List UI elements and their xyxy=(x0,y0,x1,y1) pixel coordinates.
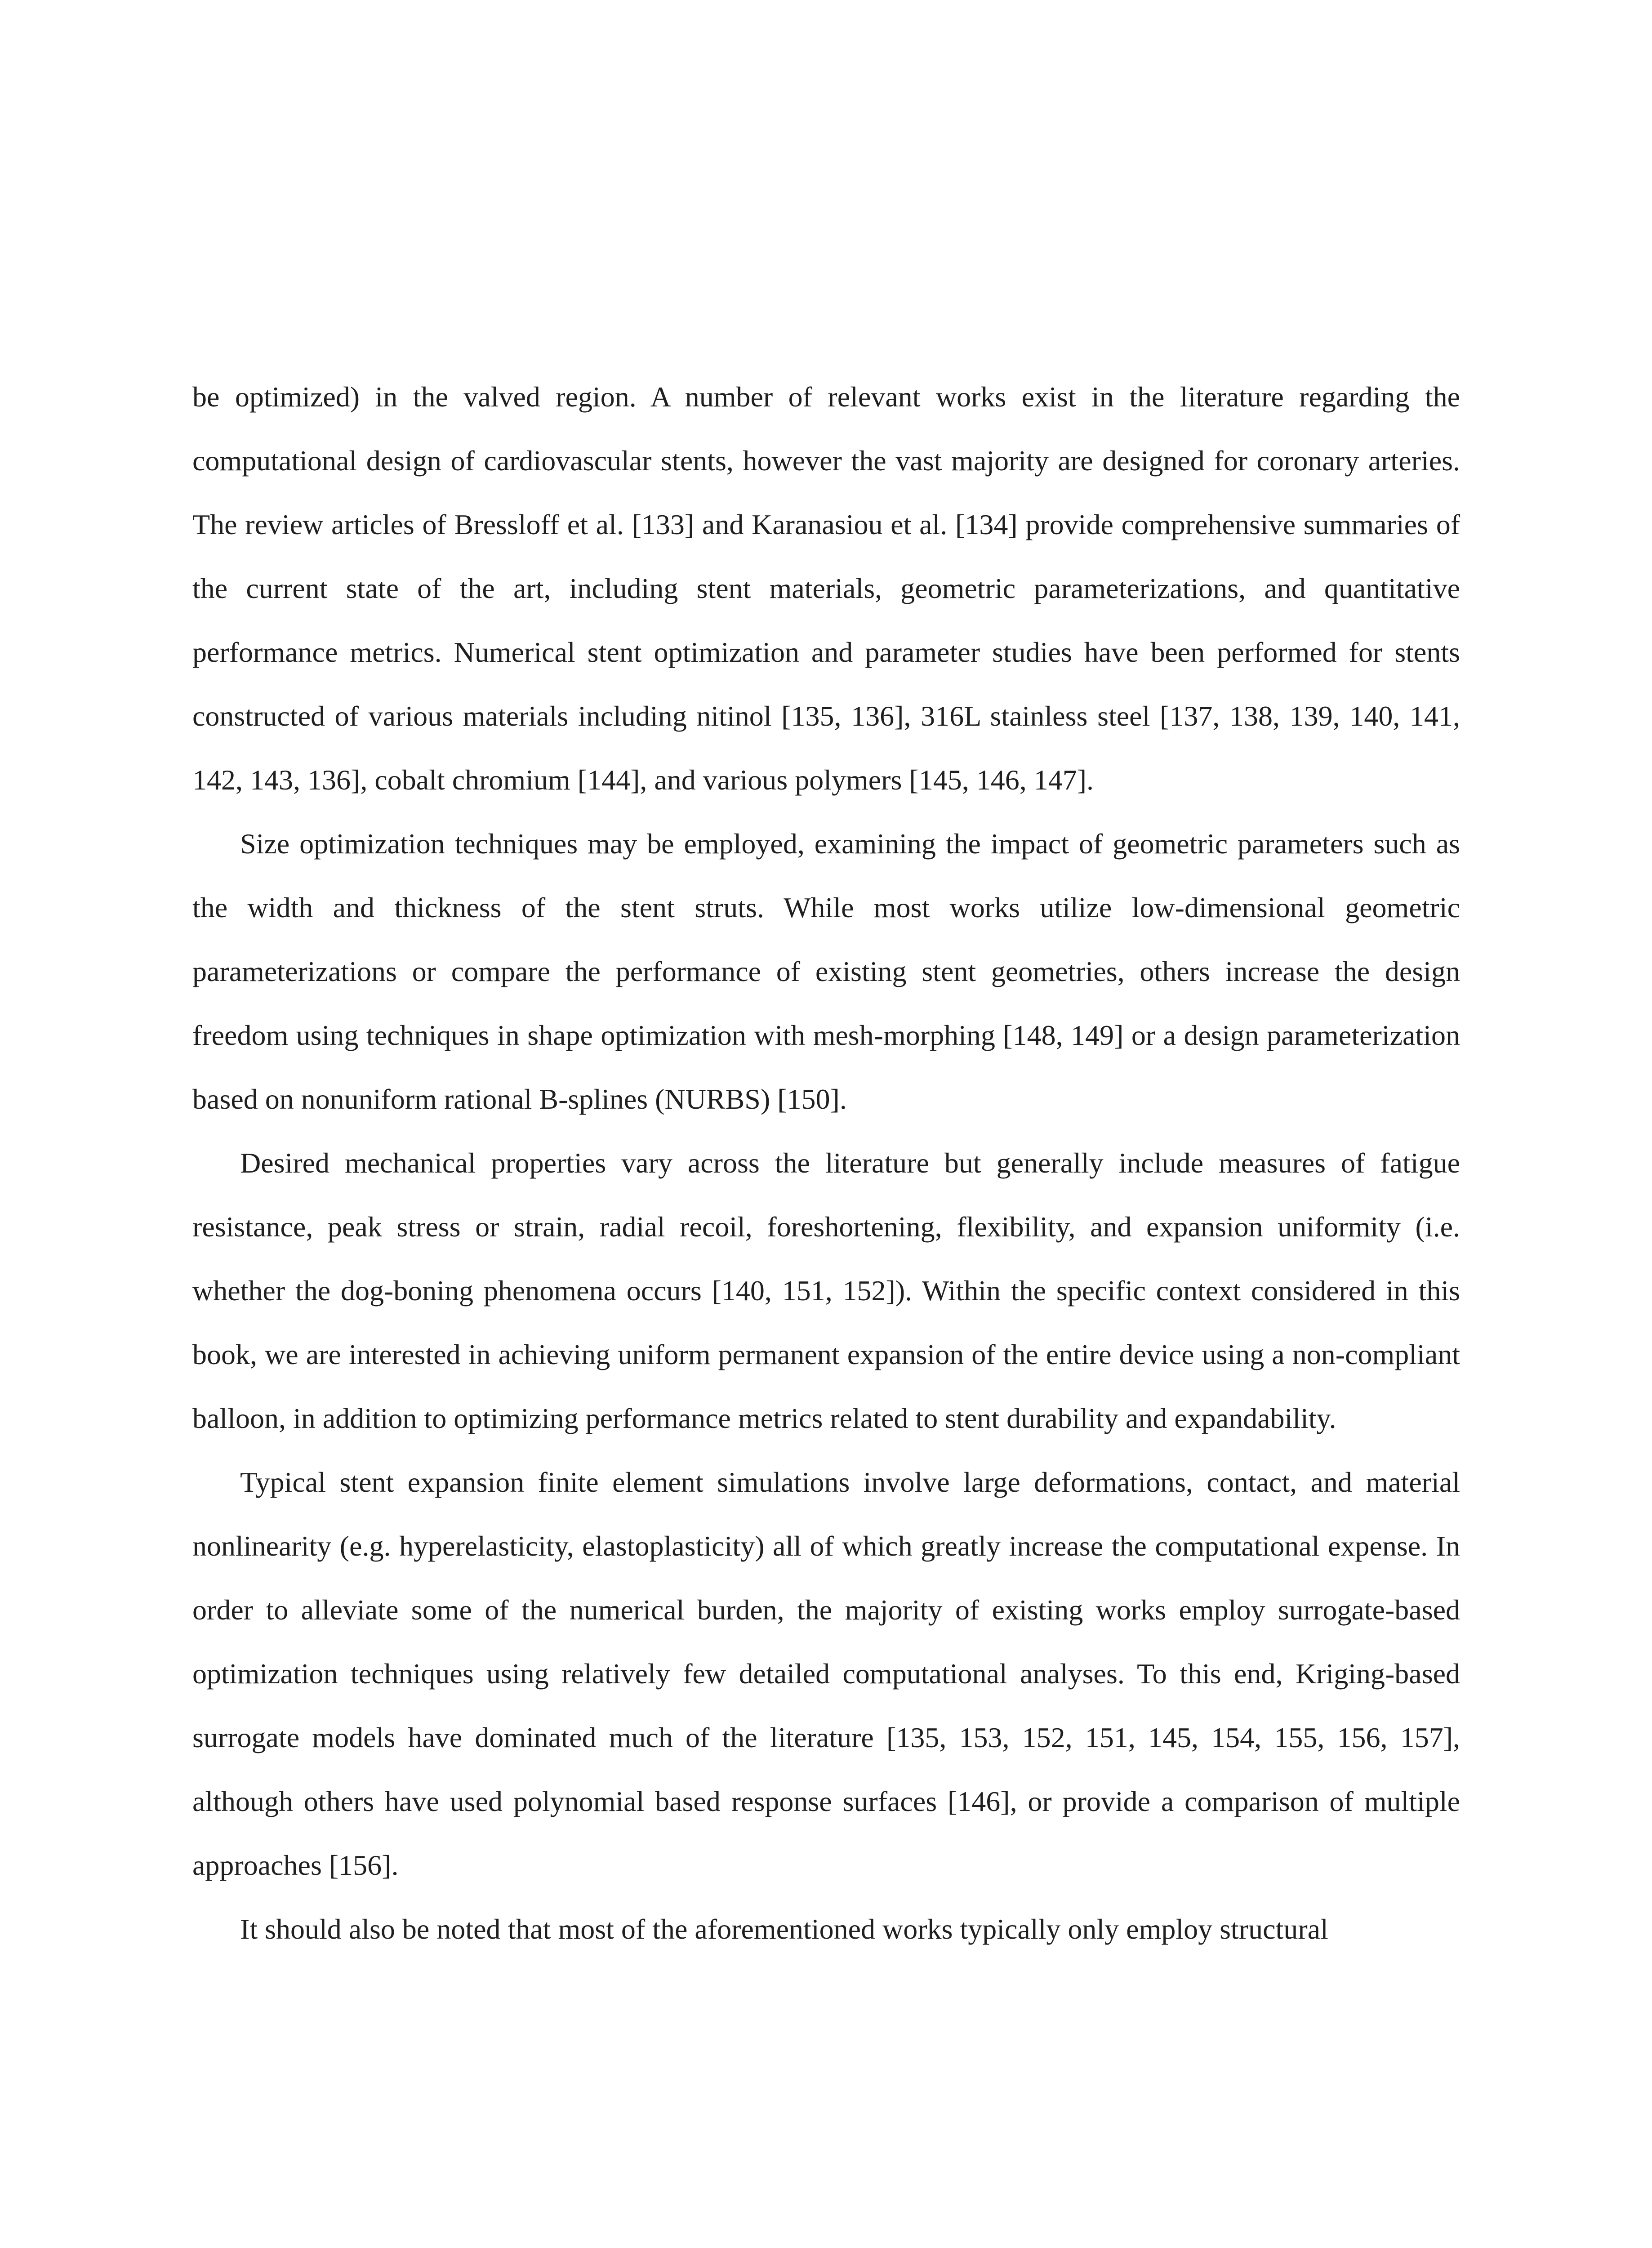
paragraph-mechanical-properties: Desired mechanical properties vary across the literature but generally include measures of fatigue resistance, peak stress or strain, radial recoil, foreshortening, flexibility, and expansion uniformity (i.e. whether the dog-boning phenomena occurs [140, 151, 152]). Within the specific context considered in this book, we are interested in achieving uniform permanent expansion of the entire device using a non-compliant balloon, in addition to optimizing performance metrics related to stent durability and expandability. xyxy=(192,1147,1460,1434)
paragraph-finite-element: Typical stent expansion finite element simulations involve large deformations, contact, and material nonlinearity (e.g. hyperelasticity, elastoplasticity) all of which greatly increase the computational expense. In order to alleviate some of the numerical burden, the majority of existing works employ surrogate-based optimization techniques using relatively few detailed computational analyses. To this end, Kriging-based surrogate models have dominated much of the literature [135, 153, 152, 151, 145, 154, 155, 156, 157], although others have used polynomial based response surfaces [146], or provide a comparison of multiple approaches [156]. xyxy=(192,1466,1460,1881)
paragraph-structural: It should also be noted that most of the aforementioned works typically only employ structural xyxy=(240,1913,1328,1945)
page-number xyxy=(0,2246,1652,2248)
paragraph-continued: be optimized) in the valved region. A number of relevant works exist in the literature regarding the computational design of cardiovascular stents, however the vast majority are designed for coronary arteries. The review articles of Bressloff et al. [133] and Karanasiou et al. [134] provide comprehensive summaries of the current state of the art, including stent materials, geometric parameterizations, and quantitative performance metrics. Numerical stent optimization and parameter studies have been performed for stents constructed of various materials including nitinol [135, 136], 316L stainless steel [137, 138, 139, 140, 141, 142, 143, 136], cobalt chromium [144], and various polymers [145, 146, 147]. xyxy=(192,381,1460,796)
paragraph-size-optimization: Size optimization techniques may be employed, examining the impact of geometric parameters such as the width and thickness of the stent struts. While most works utilize low-dimensional geometric parameterizations or compare the performance of existing stent geometries, others increase the design freedom using techniques in shape optimization with mesh-morphing [148, 149] or a design parameterization based on nonuniform rational B-splines (NURBS) [150]. xyxy=(192,828,1460,1115)
body-text xyxy=(192,365,1460,1961)
